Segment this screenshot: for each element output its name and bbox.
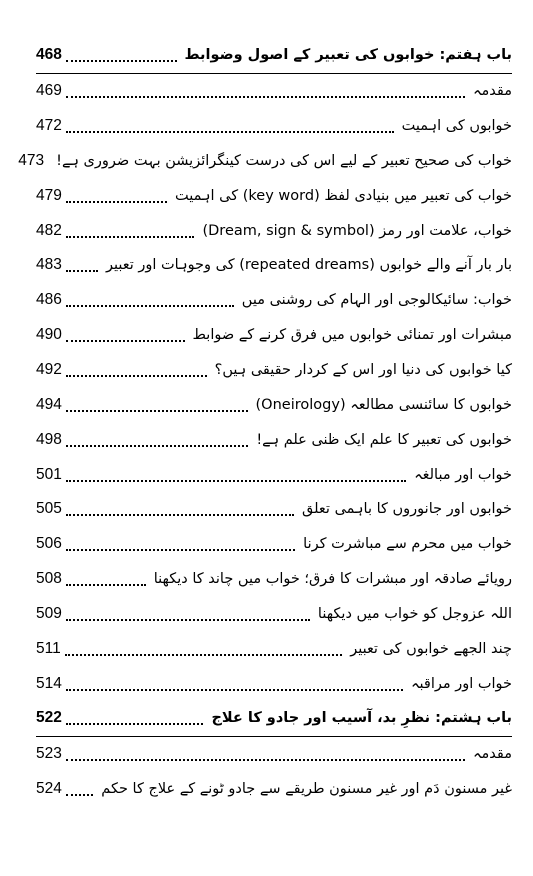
toc-page-number: 509 — [36, 604, 62, 622]
toc-title: مقدمہ — [473, 746, 512, 763]
dot-leader — [66, 270, 98, 272]
toc-title: مقدمہ — [473, 83, 512, 100]
toc-entry[interactable] — [36, 109, 512, 144]
dot-leader — [66, 584, 146, 586]
toc-page-number: 468 — [36, 46, 62, 64]
toc-page-number: 482 — [36, 221, 62, 239]
toc-entry[interactable] — [36, 772, 512, 807]
dot-leader — [65, 654, 342, 656]
dot-leader — [66, 340, 185, 342]
dot-leader — [66, 689, 403, 691]
toc-entry[interactable] — [36, 178, 512, 213]
toc-page-number: 498 — [36, 430, 62, 448]
toc-entry[interactable] — [36, 562, 512, 597]
toc-entry[interactable] — [36, 422, 512, 457]
toc-title: اللہ عزوجل کو خواب میں دیکھنا — [317, 605, 512, 622]
toc-page-number: 483 — [36, 256, 62, 274]
toc-page-number: 501 — [36, 465, 62, 483]
toc-title: خواب، علامت اور رمز (Dream, sign & symbol) — [202, 222, 512, 239]
dot-leader — [66, 236, 195, 238]
toc-page-number: 494 — [36, 395, 62, 413]
dot-leader — [66, 445, 248, 447]
toc-title: رویائے صادقہ اور مبشرات کا فرق؛ خواب میں چاند کا دیکھنا — [153, 571, 512, 588]
toc-entry[interactable] — [36, 527, 512, 562]
dot-leader — [66, 794, 93, 796]
dot-leader — [66, 60, 177, 62]
toc-title: خواب میں محرم سے مباشرت کرنا — [303, 536, 512, 553]
dot-leader — [66, 201, 167, 203]
toc-page-number: 472 — [36, 117, 62, 135]
toc-title: خوابوں کا سائنسی مطالعہ (Oneirology) — [255, 396, 512, 413]
toc-page-number: 506 — [36, 535, 62, 553]
toc-title: غیر مسنون دَم اور غیر مسنون طریقے سے جادو ٹونے کے علاج کا حکم — [101, 781, 512, 798]
toc-page-number: 524 — [36, 780, 62, 798]
toc-page-number: 508 — [36, 570, 62, 588]
toc-page-number: 469 — [36, 82, 62, 100]
toc-title: خواب اور مراقبہ — [411, 675, 512, 692]
toc-title: خوابوں کی تعبیر کا علم ایک ظنی علم ہے! — [256, 431, 512, 448]
toc-page-number: 473 — [18, 151, 45, 169]
toc-page-number: 522 — [36, 709, 62, 727]
toc-entry[interactable] — [36, 318, 512, 353]
toc-title: مبشرات اور تمنائی خوابوں میں فرق کرنے کے ضوابط — [192, 327, 512, 344]
toc-title: باب ہشتم: نظرِ بد، آسیب اور جادو کا علاج — [211, 710, 512, 727]
toc-entry[interactable] — [36, 353, 512, 388]
toc-title: خواب کی تعبیر میں بنیادی لفظ (key word) کی اہمیت — [175, 187, 512, 204]
toc-entry[interactable] — [36, 283, 512, 318]
toc-title: چند الجھے خوابوں کی تعبیر — [350, 640, 512, 657]
dot-leader — [66, 723, 204, 725]
toc-page-number: 490 — [36, 326, 62, 344]
toc-entry[interactable] — [36, 457, 512, 492]
toc-entry[interactable] — [36, 74, 512, 109]
toc-page-number: 492 — [36, 361, 62, 379]
dot-leader — [66, 131, 394, 133]
toc-page-number: 486 — [36, 291, 62, 309]
toc-entry[interactable] — [36, 631, 512, 666]
toc-chapter-heading[interactable] — [36, 38, 512, 74]
toc-entry[interactable] — [36, 248, 512, 283]
dot-leader — [66, 480, 406, 482]
toc-title: کیا خوابوں کی دنیا اور اس کے کردار حقیقی ہیں؟ — [214, 362, 512, 379]
toc-title: خوابوں کی اہمیت — [401, 118, 512, 135]
table-of-contents — [18, 38, 512, 807]
toc-page-number: 514 — [36, 674, 62, 692]
toc-entry[interactable] — [36, 213, 512, 248]
toc-page-number: 523 — [36, 745, 62, 763]
toc-entry[interactable] — [36, 737, 512, 772]
toc-page-number: 511 — [36, 639, 61, 657]
dot-leader — [66, 619, 310, 621]
dot-leader — [66, 410, 248, 412]
toc-entry[interactable] — [36, 387, 512, 422]
toc-entry[interactable] — [36, 597, 512, 632]
toc-page-number: 505 — [36, 500, 62, 518]
toc-title: بار بار آنے والے خوابوں (repeated dreams) کی وجوہات اور تعبیر — [105, 257, 512, 274]
toc-title: خواب اور مبالغہ — [414, 466, 512, 483]
toc-title: باب ہفتم: خوابوں کی تعبیر کے اصول وضوابط — [184, 47, 512, 64]
toc-entry[interactable] — [18, 144, 512, 179]
toc-page-number: 479 — [36, 186, 62, 204]
toc-chapter-heading[interactable] — [36, 701, 512, 737]
dot-leader — [66, 305, 234, 307]
dot-leader — [66, 549, 295, 551]
toc-title: خواب: سائیکالوجی اور الہام کی روشنی میں — [241, 292, 512, 309]
dot-leader — [66, 375, 207, 377]
dot-leader — [66, 96, 465, 98]
toc-title: خوابوں اور جانوروں کا باہمی تعلق — [302, 501, 512, 518]
dot-leader — [66, 759, 465, 761]
toc-entry[interactable] — [36, 666, 512, 701]
dot-leader — [66, 514, 294, 516]
toc-title: خواب کی صحیح تعبیر کے لیے اس کی درست کینگرائزیشن بہت ضروری ہے! — [56, 152, 512, 169]
toc-entry[interactable] — [36, 492, 512, 527]
